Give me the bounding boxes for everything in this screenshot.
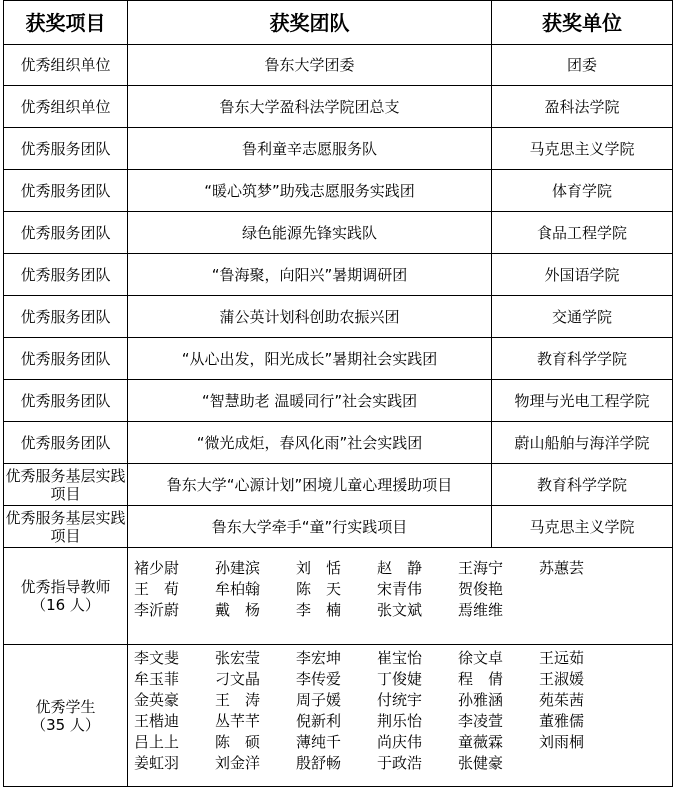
table-row <box>4 45 673 86</box>
student-name: 于政浩 <box>377 754 423 772</box>
students-row <box>4 645 673 787</box>
student-name: 张健豪 <box>458 754 504 772</box>
teacher-name: 宋青伟 <box>377 580 423 598</box>
award-unit: 教育科学学院 <box>492 338 673 380</box>
student-name: 吕上上 <box>134 733 180 751</box>
student-name: 丛芊芊 <box>215 712 261 730</box>
header-row <box>4 1 673 45</box>
award-team: 鲁东大学团委 <box>128 45 492 86</box>
award-item: 优秀服务团队 <box>4 212 128 254</box>
table-row <box>4 86 673 128</box>
students-count: （35 人） <box>31 715 100 734</box>
name-line <box>132 579 672 600</box>
student-name: 殷舒畅 <box>296 754 342 772</box>
student-name: 王远茹 <box>539 649 585 667</box>
table-row <box>4 380 673 422</box>
name-line <box>132 732 672 753</box>
teacher-name: 苏蕙芸 <box>539 559 585 577</box>
teacher-name: 陈 天 <box>296 580 342 598</box>
teachers-category <box>4 548 128 645</box>
student-name: 荆乐怡 <box>377 712 423 730</box>
award-item: 优秀服务团队 <box>4 422 128 464</box>
student-name: 姜虹羽 <box>134 754 180 772</box>
teacher-name: 王海宁 <box>458 559 504 577</box>
name-line <box>132 711 672 732</box>
name-line <box>132 558 672 579</box>
award-unit: 马克思主义学院 <box>492 128 673 170</box>
header-item: 获奖项目 <box>4 1 128 45</box>
students-label: 优秀学生 <box>35 697 96 716</box>
table-row <box>4 338 673 380</box>
header-unit: 获奖单位 <box>492 1 673 45</box>
award-item: 优秀服务团队 <box>4 296 128 338</box>
student-name: 崔宝怡 <box>377 649 423 667</box>
student-name: 董雅儒 <box>539 712 585 730</box>
student-name: 程 倩 <box>458 670 504 688</box>
table-row <box>4 296 673 338</box>
student-name: 苑茱茜 <box>539 691 585 709</box>
student-name: 王楷迪 <box>134 712 180 730</box>
award-item: 优秀服务基层实践项目 <box>4 506 128 548</box>
student-name: 张宏莹 <box>215 649 261 667</box>
student-name: 金英豪 <box>134 691 180 709</box>
student-name: 王淑媛 <box>539 670 585 688</box>
table-row <box>4 212 673 254</box>
name-line <box>132 648 672 669</box>
student-name: 牟玉菲 <box>134 670 180 688</box>
student-name: 周子媛 <box>296 691 342 709</box>
award-item: 优秀服务团队 <box>4 254 128 296</box>
student-name: 倪新利 <box>296 712 342 730</box>
student-name: 李凌萱 <box>458 712 504 730</box>
award-team: 鲁东大学盈科法学院团总支 <box>128 86 492 128</box>
awards-table <box>3 0 673 787</box>
award-team: 鲁利童辛志愿服务队 <box>128 128 492 170</box>
student-name: 刘金洋 <box>215 754 261 772</box>
table-row <box>4 254 673 296</box>
student-name: 尚庆伟 <box>377 733 423 751</box>
award-unit: 交通学院 <box>492 296 673 338</box>
award-team: 鲁东大学“心源计划”困境儿童心理援助项目 <box>128 464 492 506</box>
table-row <box>4 422 673 464</box>
award-unit: 外国语学院 <box>492 254 673 296</box>
teacher-name: 张文斌 <box>377 601 423 619</box>
teachers-count: （16 人） <box>31 596 100 614</box>
teachers-names <box>128 548 673 645</box>
teachers-row <box>4 548 673 645</box>
students-category <box>4 645 128 787</box>
award-team: “暖心筑梦”助残志愿服务实践团 <box>128 170 492 212</box>
award-unit: 物理与光电工程学院 <box>492 380 673 422</box>
award-team: 绿色能源先锋实践队 <box>128 212 492 254</box>
award-unit: 教育科学学院 <box>492 464 673 506</box>
student-name: 王 涛 <box>215 691 261 709</box>
award-unit: 体育学院 <box>492 170 673 212</box>
award-item: 优秀服务团队 <box>4 170 128 212</box>
students-names <box>128 645 673 787</box>
award-item: 优秀服务团队 <box>4 380 128 422</box>
award-unit: 蔚山船舶与海洋学院 <box>492 422 673 464</box>
award-team: 蒲公英计划科创助农振兴团 <box>128 296 492 338</box>
teacher-name: 李 楠 <box>296 601 342 619</box>
teacher-name: 戴 杨 <box>215 601 261 619</box>
award-team: 鲁东大学牵手“童”行实践项目 <box>128 506 492 548</box>
student-name: 童薇霖 <box>458 733 504 751</box>
award-team: “鲁海聚，向阳兴”暑期调研团 <box>128 254 492 296</box>
student-name: 孙雅涵 <box>458 691 504 709</box>
teachers-label: 优秀指导教师 <box>20 578 111 596</box>
name-line <box>132 669 672 690</box>
award-team: “从心出发，阳光成长”暑期社会实践团 <box>128 338 492 380</box>
header-team: 获奖团队 <box>128 1 492 45</box>
teacher-name: 李沂蔚 <box>134 601 180 619</box>
student-name: 薄纯千 <box>296 733 342 751</box>
teacher-name: 牟柏翰 <box>215 580 261 598</box>
student-name: 付统宇 <box>377 691 423 709</box>
table-row <box>4 128 673 170</box>
teacher-name: 贺俊艳 <box>458 580 504 598</box>
student-name: 李文斐 <box>134 649 180 667</box>
teacher-name: 刘 恬 <box>296 559 342 577</box>
award-unit: 团委 <box>492 45 673 86</box>
name-line <box>132 600 672 621</box>
student-name: 刘雨桐 <box>539 733 585 751</box>
award-item: 优秀组织单位 <box>4 45 128 86</box>
table-row <box>4 170 673 212</box>
award-item: 优秀服务团队 <box>4 338 128 380</box>
student-name: 李传爱 <box>296 670 342 688</box>
teacher-name: 孙建滨 <box>215 559 261 577</box>
name-line <box>132 690 672 711</box>
award-unit: 马克思主义学院 <box>492 506 673 548</box>
award-team: “智慧助老 温暖同行”社会实践团 <box>128 380 492 422</box>
student-name: 陈 硕 <box>215 733 261 751</box>
table-row <box>4 464 673 506</box>
teacher-name: 王 荀 <box>134 580 180 598</box>
award-unit: 盈科法学院 <box>492 86 673 128</box>
student-name: 丁俊婕 <box>377 670 423 688</box>
award-item: 优秀组织单位 <box>4 86 128 128</box>
teacher-name: 赵 静 <box>377 559 423 577</box>
name-line <box>132 753 672 774</box>
table-row <box>4 506 673 548</box>
student-name: 李宏坤 <box>296 649 342 667</box>
award-item: 优秀服务基层实践项目 <box>4 464 128 506</box>
student-name: 刁文晶 <box>215 670 261 688</box>
award-unit: 食品工程学院 <box>492 212 673 254</box>
award-item: 优秀服务团队 <box>4 128 128 170</box>
award-team: “微光成炬，春风化雨”社会实践团 <box>128 422 492 464</box>
student-name: 徐文卓 <box>458 649 504 667</box>
teacher-name: 褚少尉 <box>134 559 180 577</box>
teacher-name: 焉维维 <box>458 601 504 619</box>
